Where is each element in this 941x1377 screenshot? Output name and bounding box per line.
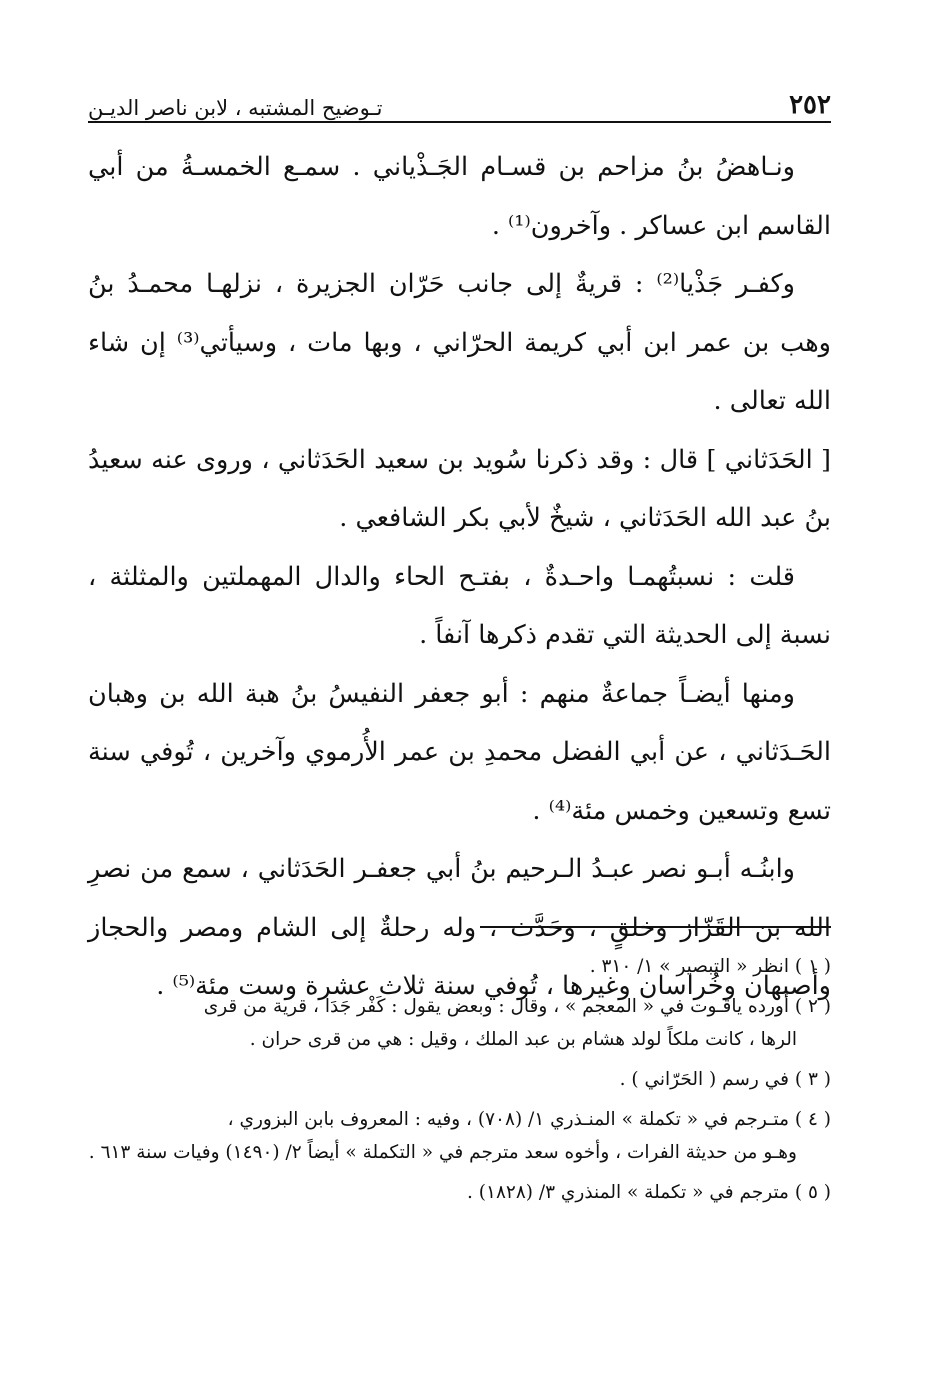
footnote-5: [88, 1176, 831, 1209]
page-header: [88, 72, 831, 124]
footnote-4-continuation: وهـو من حديثة الفرات ، وأخوه سعد مترجم في « التكملة » أيضاً ٢/ (١٤٩٠) وفيات سنة ٦١٣ .: [88, 1142, 797, 1163]
footnote-2-text: ( ٢ ) أورده ياقـوت في « المعجم » ، وقال : وبعض يقول : كَفْر جَدَا ، قرية من قرى: [203, 996, 831, 1017]
footnote-3: [88, 1063, 831, 1096]
footnote-1-text: ( ١ ) انظر « التبصير » ١/ ٣١٠ .: [589, 956, 831, 977]
paragraph-ibnuhu: وابنُـه أبـو نصر عبـدُ الـرحيم بنُ أبي جعفـر الحَدَثاني ، سمع من نصرِ الله بن القَزّاز وخلقٍ ، وحَدَّث ، وله رحلةٌ إلى الشام ومصر والحجاز وأصبهان وخُراسان وغيرها ، تُوفي سنة ثلاث عشرة وست مئة⁽⁵⁾ .: [88, 854, 831, 1001]
paragraph-hadathani: [ الحَدَثاني ] قال : وقد ذكرنا سُويد بن سعيد الحَدَثاني ، وروى عنه سعيدُ بنُ عبد الله الحَدَثاني ، شيخٌ لأبي بكر الشافعي .: [88, 444, 831, 533]
paragraph-kafr-jadhya: وكفـر جَذْيا⁽²⁾ : قريةٌ إلى جانب حَرّان الجزيرة ، نزلهـا محمـدُ بنُ وهب بن عمر ابن أبي كريمة الحرّاني ، وبها مات ، وسيأتي⁽³⁾ إن شاء الله تعالى .: [88, 269, 831, 416]
paragraph-qultu: قلت : نسبتُهمـا واحـدةٌ ، بفتـح الحاء والدال المهملتين والمثلثة ، نسبة إلى الحديثة التي تقدم ذكرها آنفاً .: [88, 561, 831, 650]
footnote-2: [88, 990, 831, 1056]
paragraph-nahid: ونـاهضُ بنُ مزاحم بن قسـام الجَـذْياني . سمـع الخمسـةُ من أبي القاسم ابن عساكر . وآخرون⁽¹⁾ .: [88, 152, 831, 241]
footnote-4: [88, 1103, 831, 1169]
footnotes: [88, 950, 831, 1216]
paragraph-minha: ومنها أيضـاً جماعةٌ منهم : أبو جعفر النفيسُ بنُ هبة الله بن وهبان الحَـدَثاني ، عن أبي الفضل محمدِ بن عمر الأُرموي وآخرين ، تُوفي سنة تسع وتسعين وخمس مئة⁽⁴⁾ .: [88, 678, 831, 826]
running-title: تـوضيح المشتبه ، لابن ناصر الديـن: [88, 96, 383, 120]
footnote-1: [88, 950, 831, 983]
footnote-3-text: ( ٣ ) في رسم ( الحَرّاني ) .: [619, 1069, 831, 1090]
main-text: [88, 138, 831, 1016]
page-number: ٢٥٢: [789, 90, 831, 120]
footnote-2-continuation: الرها ، كانت ملكاً لولد هشام بن عبد الملك ، وقيل : هي من قرى حران .: [249, 1029, 797, 1050]
header-rule: [88, 121, 831, 123]
footnote-4-text: ( ٤ ) متـرجم في « تكملة » المنـذري ١/ (٧٠٨) ، وفيه : المعروف بابن البزوري ،: [227, 1109, 831, 1130]
footnote-5-text: ( ٥ ) مترجم في « تكملة » المنذري ٣/ (١٨٢٨) .: [467, 1182, 831, 1203]
footnote-rule: [480, 926, 831, 928]
